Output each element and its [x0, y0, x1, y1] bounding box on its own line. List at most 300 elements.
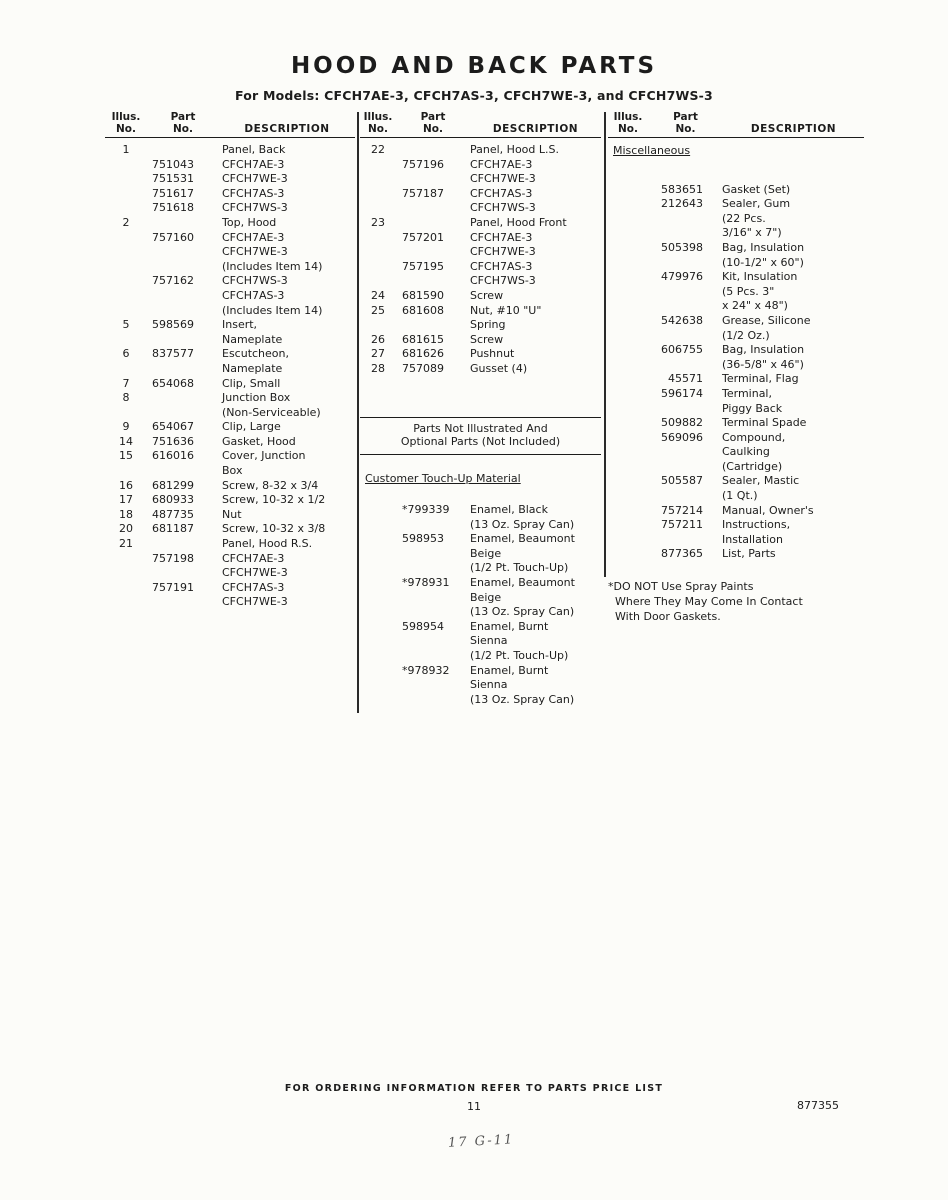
parts-row	[360, 591, 601, 606]
part-no-cell	[608, 402, 703, 417]
illus-no-cell: 27	[371, 347, 385, 361]
parts-row	[608, 431, 864, 446]
part-no-cell	[147, 289, 219, 304]
part-no-cell: 757162	[152, 274, 194, 288]
parts-row	[105, 231, 355, 246]
spray-paint-warning	[608, 580, 864, 624]
parts-row	[360, 216, 601, 231]
parts-row	[360, 561, 601, 576]
header-no-label: No.	[618, 122, 638, 135]
part-no-cell: 479976	[661, 270, 703, 284]
illus-no-cell: 17	[119, 493, 133, 507]
illus-no-cell: 18	[119, 507, 133, 521]
not-illustrated-line-2: Optional Parts (Not Included)	[400, 435, 561, 448]
illus-no-cell	[105, 158, 147, 173]
part-no-cell	[396, 245, 470, 260]
description-cell: (1/2 Pt. Touch-Up)	[470, 561, 569, 575]
description-cell: Clip, Large	[222, 420, 281, 434]
part-no-header	[396, 112, 470, 135]
illus-no-cell	[105, 201, 147, 216]
header-illus-label: Illus.	[111, 111, 141, 123]
parts-row	[608, 256, 864, 271]
description-cell: CFCH7WS-3	[470, 274, 536, 288]
description-cell: CFCH7WE-3	[222, 566, 288, 580]
illus-no-cell: 1	[122, 143, 130, 156]
illus-no-cell	[360, 260, 396, 275]
part-no-cell: 598954	[402, 619, 444, 633]
part-no-cell: 596174	[661, 386, 703, 400]
description-cell: (Includes Item 14)	[222, 259, 323, 273]
column-divider-left	[357, 112, 359, 713]
illus-no-cell	[105, 333, 147, 348]
parts-row	[360, 503, 601, 518]
illus-no-cell: 7	[122, 376, 130, 390]
parts-row	[105, 435, 355, 450]
parts-row	[360, 678, 601, 693]
illus-no-cell: 16	[119, 478, 133, 492]
not-illustrated-line-1: Parts Not Illustrated And	[413, 421, 548, 435]
parts-row	[105, 260, 355, 275]
description-cell: Gasket, Hood	[222, 434, 296, 448]
part-no-cell	[396, 678, 470, 693]
part-no-cell: 606755	[661, 343, 703, 357]
part-no-cell	[396, 605, 470, 620]
part-no-cell	[147, 566, 219, 581]
illus-no-cell: 9	[122, 420, 130, 434]
description-cell: CFCH7AS-3	[470, 186, 533, 200]
part-no-cell	[147, 464, 219, 479]
parts-row	[608, 372, 864, 387]
illus-no-cell	[360, 318, 396, 333]
description-cell: Screw	[470, 288, 504, 302]
description-cell: Terminal Spade	[722, 416, 807, 430]
illus-no-cell	[360, 274, 396, 289]
description-cell: CFCH7AE-3	[222, 551, 285, 565]
part-no-cell: 212643	[661, 197, 703, 211]
illus-no-cell	[360, 547, 396, 562]
description-cell: CFCH7WE-3	[470, 245, 536, 259]
parts-row	[360, 518, 601, 533]
part-no-cell	[147, 406, 219, 421]
parts-row	[360, 605, 601, 620]
illus-no-cell	[105, 362, 147, 377]
parts-row	[105, 595, 355, 610]
parts-row	[360, 231, 601, 246]
parts-row	[105, 406, 355, 421]
description-cell: Escutcheon,	[222, 347, 289, 361]
part-no-cell: 837577	[152, 347, 194, 361]
illus-no-cell: 21	[119, 537, 133, 551]
parts-row	[608, 358, 864, 373]
part-no-cell	[396, 634, 470, 649]
description-header: DESCRIPTION	[492, 122, 579, 135]
part-no-cell: 583651	[661, 182, 703, 196]
page-number: 11	[467, 1100, 481, 1113]
parts-row	[105, 274, 355, 289]
description-cell: CFCH7WE-3	[470, 172, 536, 186]
part-no-cell	[147, 143, 219, 158]
parts-row	[360, 201, 601, 216]
description-cell: Screw, 10-32 x 1/2	[222, 493, 326, 507]
part-no-cell: 757187	[402, 186, 444, 200]
column-header	[608, 112, 864, 138]
part-no-cell: 757211	[661, 518, 703, 532]
parts-row	[105, 508, 355, 523]
description-cell: CFCH7AE-3	[222, 230, 285, 244]
illus-no-cell	[105, 595, 147, 610]
illus-no-cell	[105, 552, 147, 567]
not-illustrated-box	[360, 417, 601, 455]
illus-no-cell: 28	[371, 361, 385, 375]
parts-row	[608, 547, 864, 562]
illus-no-cell	[105, 289, 147, 304]
description-cell: Piggy Back	[722, 401, 783, 415]
illus-no-cell	[360, 532, 396, 547]
part-no-cell	[608, 489, 703, 504]
parts-row	[105, 201, 355, 216]
part-no-cell	[147, 304, 219, 319]
illus-no-cell	[360, 620, 396, 635]
illus-no-cell: 14	[119, 434, 133, 448]
description-cell: Screw, 8-32 x 3/4	[222, 478, 319, 492]
description-cell: (13 Oz. Spray Can)	[470, 605, 575, 619]
part-no-cell	[608, 329, 703, 344]
description-cell: Kit, Insulation	[722, 270, 798, 284]
description-cell: Screw	[470, 332, 504, 346]
part-no-cell	[608, 226, 703, 241]
illus-no-header	[105, 112, 147, 135]
parts-row	[105, 245, 355, 260]
part-no-cell: 654067	[152, 420, 194, 434]
part-no-cell: 757198	[152, 551, 194, 565]
illus-no-cell	[360, 187, 396, 202]
description-cell: (10-1/2" x 60")	[722, 255, 804, 269]
parts-rows	[360, 143, 601, 377]
parts-row	[105, 493, 355, 508]
illus-no-cell	[105, 260, 147, 275]
description-cell: CFCH7AS-3	[470, 259, 533, 273]
parts-row	[105, 391, 355, 406]
part-no-cell: 542638	[661, 313, 703, 327]
description-cell: Grease, Silicone	[722, 313, 811, 327]
part-no-cell	[608, 445, 703, 460]
parts-row	[105, 566, 355, 581]
part-no-cell: 681590	[402, 288, 444, 302]
description-cell: Sealer, Mastic	[722, 474, 800, 488]
part-no-cell: 751636	[152, 434, 194, 448]
warning-line-1: *DO NOT Use Spray Paints	[608, 580, 754, 594]
illus-no-cell	[360, 664, 396, 679]
illus-no-cell	[360, 245, 396, 260]
description-cell: Panel, Hood Front	[470, 215, 567, 229]
part-no-cell	[396, 518, 470, 533]
illus-no-cell	[105, 304, 147, 319]
warning-line-3: With Door Gaskets.	[615, 609, 721, 623]
header-no-label: No.	[116, 122, 136, 135]
parts-row	[608, 212, 864, 227]
parts-column-2	[360, 112, 601, 707]
illus-no-cell: 26	[371, 332, 385, 346]
parts-row	[360, 576, 601, 591]
part-no-cell	[608, 212, 703, 227]
part-no-cell	[396, 649, 470, 664]
part-no-cell: 757201	[402, 230, 444, 244]
part-no-cell	[396, 201, 470, 216]
description-cell: Nameplate	[222, 332, 283, 346]
description-cell: Caulking	[722, 445, 770, 459]
part-no-cell: 45571	[668, 372, 703, 386]
illus-no-cell: 23	[371, 215, 385, 229]
part-no-cell	[608, 460, 703, 475]
illus-no-cell	[360, 591, 396, 606]
illus-no-cell: 25	[371, 303, 385, 317]
parts-row	[105, 479, 355, 494]
parts-row	[105, 581, 355, 596]
part-no-cell	[147, 216, 219, 231]
parts-row	[105, 464, 355, 479]
parts-row	[360, 304, 601, 319]
part-no-cell	[396, 547, 470, 562]
part-no-cell	[608, 285, 703, 300]
parts-row	[608, 445, 864, 460]
parts-row	[105, 333, 355, 348]
parts-row	[105, 172, 355, 187]
doc-number: 877355	[797, 1099, 839, 1112]
parts-row	[608, 329, 864, 344]
parts-column-1	[105, 112, 355, 610]
part-no-cell: 509882	[661, 416, 703, 430]
part-no-cell: 751043	[152, 157, 194, 171]
part-no-cell: 505398	[661, 240, 703, 254]
parts-row	[105, 552, 355, 567]
description-cell: CFCH7AS-3	[222, 186, 285, 200]
description-cell: Panel, Back	[222, 143, 286, 156]
description-cell: Junction Box	[222, 391, 291, 405]
parts-row	[360, 260, 601, 275]
warning-line-2: Where They May Come In Contact	[615, 594, 803, 608]
illus-no-cell	[105, 245, 147, 260]
parts-row	[360, 318, 601, 333]
header-part-label: Part	[170, 111, 196, 123]
part-no-header	[648, 112, 723, 135]
illus-no-cell	[105, 172, 147, 187]
part-no-cell: 505587	[661, 474, 703, 488]
parts-row	[360, 187, 601, 202]
description-cell: CFCH7WS-3	[222, 274, 288, 288]
part-no-cell	[147, 333, 219, 348]
parts-row	[360, 664, 601, 679]
description-cell: Enamel, Beaumont	[470, 532, 575, 546]
part-no-cell	[608, 299, 703, 314]
illus-no-cell	[105, 566, 147, 581]
description-cell: Nut, #10 "U"	[470, 303, 542, 317]
parts-row	[360, 634, 601, 649]
illus-no-cell: 15	[119, 449, 133, 463]
parts-rows	[105, 143, 355, 610]
parts-row	[105, 420, 355, 435]
illus-no-cell: 24	[371, 288, 385, 302]
part-no-cell	[396, 591, 470, 606]
header-no-label: No.	[675, 122, 696, 135]
page-title: HOOD AND BACK PARTS	[290, 53, 658, 79]
part-no-cell	[396, 561, 470, 576]
illus-no-cell	[105, 187, 147, 202]
parts-row	[360, 620, 601, 635]
description-cell: CFCH7AS-3	[222, 580, 285, 594]
part-no-cell: 487735	[152, 507, 194, 521]
parts-row	[105, 347, 355, 362]
illus-no-header	[360, 112, 396, 135]
illus-no-cell	[360, 576, 396, 591]
illus-no-cell	[360, 634, 396, 649]
description-cell: Enamel, Black	[470, 503, 548, 517]
description-cell: (Cartridge)	[722, 459, 783, 473]
parts-row	[360, 362, 601, 377]
description-cell: Nameplate	[222, 361, 283, 375]
description-cell: CFCH7WS-3	[470, 201, 536, 215]
description-cell: (Non-Serviceable)	[222, 405, 321, 419]
description-cell: Cover, Junction	[222, 449, 306, 463]
part-no-header	[147, 112, 219, 135]
illus-no-cell: 2	[122, 215, 130, 229]
parts-row	[360, 347, 601, 362]
models-subtitle: For Models: CFCH7AE-3, CFCH7AS-3, CFCH7WE-3, and CFCH7WS-3	[235, 88, 713, 103]
parts-row	[105, 187, 355, 202]
illus-no-cell: 20	[119, 522, 133, 536]
part-no-cell	[608, 256, 703, 271]
description-cell: Instructions,	[722, 518, 791, 532]
description-cell: (36-5/8" x 46")	[722, 357, 804, 371]
part-no-cell	[396, 172, 470, 187]
description-header: DESCRIPTION	[244, 122, 330, 135]
description-cell: Enamel, Burnt	[470, 663, 549, 677]
illus-no-cell: 6	[122, 347, 130, 361]
illus-no-cell	[360, 231, 396, 246]
description-cell: CFCH7WE-3	[222, 595, 288, 609]
description-cell: Terminal, Flag	[722, 372, 799, 386]
handwritten-annotation: 17 G-11	[447, 1132, 515, 1151]
illus-no-cell	[105, 274, 147, 289]
illus-no-cell	[360, 605, 396, 620]
description-cell: Bag, Insulation	[722, 240, 805, 254]
description-cell: Enamel, Burnt	[470, 619, 549, 633]
parts-row	[608, 518, 864, 533]
description-cell: Top, Hood	[222, 215, 277, 229]
description-cell: Gusset (4)	[470, 361, 528, 375]
part-no-cell	[608, 533, 703, 548]
parts-row	[608, 270, 864, 285]
illus-no-cell	[360, 649, 396, 664]
description-cell: (13 Oz. Spray Can)	[470, 692, 575, 706]
header-part-label: Part	[673, 111, 698, 123]
header-no-label: No.	[423, 122, 443, 135]
part-no-cell: 681187	[152, 522, 194, 536]
part-no-cell	[147, 391, 219, 406]
parts-row	[608, 197, 864, 212]
parts-row	[608, 402, 864, 417]
illus-no-cell	[360, 503, 396, 518]
part-no-cell	[396, 693, 470, 708]
part-no-cell	[147, 245, 219, 260]
illus-no-cell	[360, 693, 396, 708]
description-cell: Manual, Owner's	[722, 503, 814, 517]
description-cell: Box	[222, 464, 243, 478]
parts-row	[360, 649, 601, 664]
parts-row	[360, 158, 601, 173]
part-no-cell	[396, 318, 470, 333]
part-no-cell: 751531	[152, 172, 194, 186]
parts-row	[608, 285, 864, 300]
part-no-cell: *978932	[402, 663, 450, 677]
illus-no-cell	[360, 518, 396, 533]
illus-no-cell: 5	[122, 318, 130, 332]
description-cell: Enamel, Beaumont	[470, 576, 575, 590]
description-cell: x 24" x 48")	[722, 299, 788, 313]
description-header: DESCRIPTION	[750, 122, 837, 135]
description-cell: Sienna	[470, 634, 508, 648]
description-cell: (1/2 Oz.)	[722, 328, 770, 342]
description-cell: (1 Qt.)	[722, 489, 758, 503]
parts-row	[360, 143, 601, 158]
miscellaneous-heading: Miscellaneous	[613, 144, 691, 157]
illus-no-cell	[105, 464, 147, 479]
part-no-cell: 681626	[402, 347, 444, 361]
part-no-cell	[147, 362, 219, 377]
description-cell: Panel, Hood L.S.	[470, 143, 559, 156]
description-cell: Bag, Insulation	[722, 343, 805, 357]
parts-row	[360, 532, 601, 547]
description-cell: Pushnut	[470, 347, 515, 361]
part-no-cell: 751617	[152, 186, 194, 200]
illus-no-cell: 22	[371, 143, 385, 156]
description-cell: Clip, Small	[222, 376, 281, 390]
part-no-cell: 757195	[402, 259, 444, 273]
parts-row	[608, 183, 864, 198]
illus-no-cell	[360, 201, 396, 216]
part-no-cell: 598953	[402, 532, 444, 546]
part-no-cell: 681608	[402, 303, 444, 317]
part-no-cell	[147, 537, 219, 552]
part-no-cell: 877365	[661, 547, 703, 561]
part-no-cell: 751618	[152, 201, 194, 215]
part-no-cell	[396, 216, 470, 231]
part-no-cell: 757196	[402, 157, 444, 171]
part-no-cell	[147, 260, 219, 275]
description-cell: CFCH7AS-3	[222, 288, 285, 302]
description-cell: (22 Pcs.	[722, 211, 766, 225]
column-header	[360, 112, 601, 138]
parts-row	[360, 274, 601, 289]
parts-row	[105, 143, 355, 158]
parts-row	[105, 537, 355, 552]
description-cell: Spring	[470, 318, 506, 332]
part-no-cell	[396, 143, 470, 158]
description-cell: (Includes Item 14)	[222, 303, 323, 317]
part-no-cell: 681615	[402, 332, 444, 346]
parts-row	[105, 522, 355, 537]
description-cell: Beige	[470, 590, 502, 604]
parts-row	[105, 318, 355, 333]
description-cell: (1/2 Pt. Touch-Up)	[470, 649, 569, 663]
part-no-cell: 757160	[152, 230, 194, 244]
ordering-note: FOR ORDERING INFORMATION REFER TO PARTS PRICE LIST	[284, 1083, 664, 1094]
parts-row	[360, 289, 601, 304]
parts-rows	[608, 183, 864, 562]
parts-row	[608, 533, 864, 548]
description-cell: 3/16" x 7")	[722, 226, 782, 240]
parts-row	[360, 172, 601, 187]
parts-row	[608, 343, 864, 358]
